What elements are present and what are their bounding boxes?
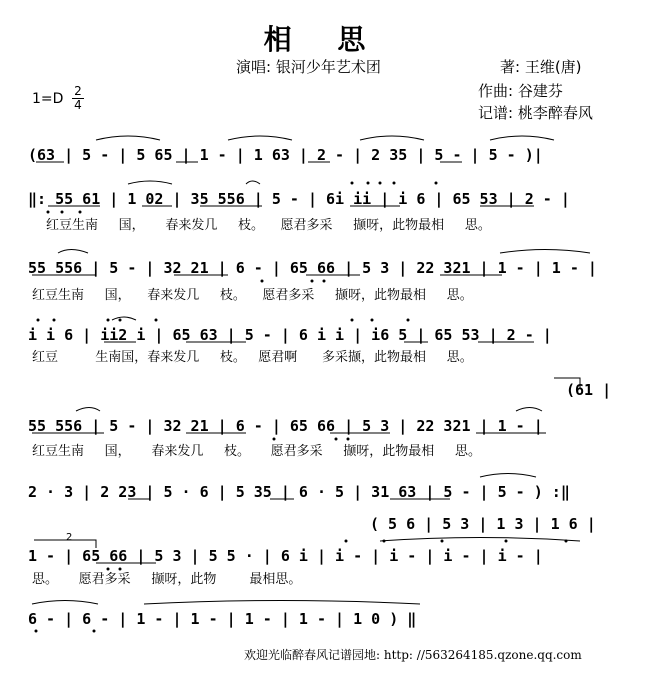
notation-row-4: i i 6 | ii2 i | 65 63 | 5 - | 6 i i | i6 5 | 65 53 | 2 - | [28,326,552,344]
composer: 作曲: 谷建芬 [478,82,563,100]
lyrics-row-5: 红豆生南 国， 春来发几 枝。 愿君多采 撷呀，此物最相 思。 [32,444,481,459]
notation-row-8: 1 - | 65 66 | 5 3 | 5 5 · | 6 i | i - | i - | i - | i - | [28,547,543,565]
lyricist: 著: 王维(唐) [500,58,582,76]
notation-row-6: 2 · 3 | 2 23 | 5 · 6 | 5 35 | 6 · 5 | 31 63 | 5 - | 5 - ) :‖ [28,483,570,501]
notation-row-7: ( 5 6 | 5 3 | 1 3 | 1 6 | [370,515,596,533]
key-signature: 1=D [32,91,64,107]
page-title: 相 思 [263,23,384,56]
notation-row-3: 55 556 | 5 - | 32 21 | 6 - | 65 66 | 5 3 | 22 321 | 1 - | 1 - | [28,259,597,277]
lyrics-row-2: 红豆生南 国， 春来发几 枝。 愿君多采 撷呀，此物最相 思。 [46,218,491,233]
notation-row-1: (63 | 5 - | 5 65 | 1 - | 1 63 | 2 - | 2 35 | 5 - | 5 - )| [28,146,543,164]
time-signature [72,86,84,111]
performer: 演唱: 银河少年艺术团 [236,58,381,76]
time-bottom: 4 [74,98,82,112]
notation-row-9: 6 - | 6 - | 1 - | 1 - | 1 - | 1 - | 1 0 ) ‖ [28,610,417,628]
notation-row-5: 55 556 | 5 - | 32 21 | 6 - | 65 66 | 5 3 | 22 321 | 1 - | [28,417,543,435]
notation-row-2: ‖: 55 61 | 1 02 | 35 556 | 5 - | 6i ii | i 6 | 65 53 | 2 - | [28,190,570,208]
time-top: 2 [74,84,82,98]
lyrics-row-8: 思。 愿君多采 撷呀，此物 最相思。 [32,572,302,587]
volta-number: 2 [66,532,73,543]
lyrics-row-3: 红豆生南 国， 春来发几 枝。 愿君多采 撷呀，此物最相 思。 [32,288,473,303]
notation-row-4b: (61 | [566,381,612,399]
footer-note: 欢迎光临醉春风记谱园地: http: //563264185.qzone.qq.com [244,648,582,662]
transcriber: 记谱: 桃李醉春风 [478,104,593,122]
lyrics-row-4: 红豆 生南国，春来发几 枝。 愿君啊 多采撷，此物最相 思。 [32,350,473,365]
